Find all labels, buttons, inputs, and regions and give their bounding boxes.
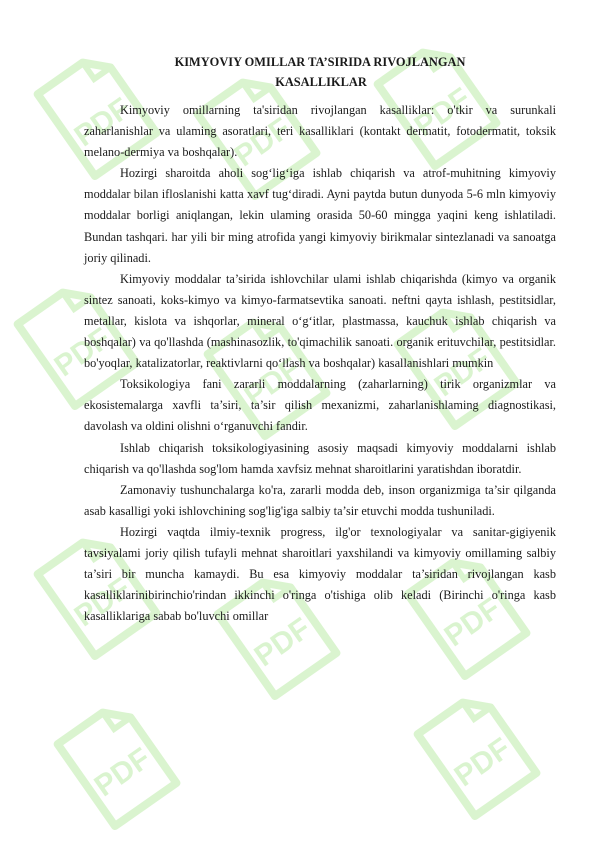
watermark-logo [40,690,190,840]
paragraph: Hozirgi vaqtda ilmiy-texnik progress, ilg'or texnologiyalar va sanitar-gigiyenik tavsiyalami joriy qilish tufayli mehnat sharoitlari yaxshilandi va kimyoviy omillaming salbiy ta’siri bir muncha kamaydi. Bu esa kimyoviy moddalar ta’siridan rivojlangan kasb kasalliklarinibirinchio'rindan ikkinchi o'ringa o'tishiga olib keladi (Birinchi o'ringa kasb kasalliklariga sabab bo'luvchi omillar [84,524,556,624]
title-line-2: KASALLIKLAR [275,75,367,89]
paragraph: Zamonaviy tushunchalarga ko'ra, zararli modda deb, inson organizmiga ta’sir qilganda asab kasalligi yoki ishlovchining sog'lig'iga salbiy ta’sir etuvchi modda tushuniladi. [84,482,556,518]
document-page [84,52,556,627]
paragraph: Toksikologiya fani zararli moddalarning (zaharlarning) tirik organizmlar va ekosistemalarga xavfli ta’siri, ta’sir qilish mexanizmi, zaharlanishlaming diagnostikasi, davolash va oldini olishni o‘rganuvchi fandir. [84,377,556,434]
paragraph: Kimyoviy omillarning ta'siridan rivojlangan kasalliklar: o'tkir va surunkali zaharlanishlar va ulaming asoratlari, teri kasalliklari (kontakt dermatit, fotodermatit, toksik melano-dermiya va boshqalar). [84,103,556,160]
svg-text:PDF: PDF [238,351,307,414]
svg-text:PDF: PDF [248,611,317,674]
paragraph: Kimyoviy moddalar ta’sirida ishlovchilar ulami ishlab chiqarishda (kimyo va organik sintez sanoati, koks-kimyo va kimyo-farmatsevtika sanoati. neftni qayta ishlash, pestitsidlar, metallar, kislota va ishqorlar, mineral o‘g‘itlar, plastmassa, kauchuk ishlab chiqarish va boshqalar) va qo'llashda (mashinasozlik, to'qimachilik sanoati. organik erituvchilar, pestitsidlar. bo'yoqlar, katalizatorlar, reaktivlarni qo‘llash va boshqalar) kasallanishlari mumkin [84,271,556,371]
svg-text:PDF: PDF [68,91,137,154]
svg-text:PDF: PDF [448,731,517,794]
paragraph: Ishlab chiqarish toksikologiyasining asosiy maqsadi kimyoviy moddalarni ishlab chiqarish va qo'llashda sog'lom hamda xavfsiz mehnat sharoitlarini yaratishdan iboratdir. [84,440,556,476]
watermark-logo [400,680,550,830]
document-title [84,52,556,92]
svg-text:PDF: PDF [408,81,477,144]
svg-text:PDF: PDF [438,591,507,654]
paragraph: Hozirgi sharoitda aholi sog‘lig‘iga ishlab chiqarish va atrof-muhitning kimyoviy moddalar bilan ifloslanishi katta xavf tug‘diradi. Ayni paytda butun dunyoda 5-6 mln kimyoviy moddalar borligi aniqlangan, lekin ulaming orasida 50-60 mingga yaqini keng ishlatiladi. Bundan tashqari. har yili bir ming atrofida yangi kimyoviy birikmalar sintezlanadi va sanoatga joriy qilinadi. [84,166,556,265]
svg-text:PDF: PDF [88,741,157,804]
svg-text:PDF: PDF [68,571,137,634]
title-line-1: KIMYOVIY OMILLAR TA’SIRIDA RIVOJLANGAN [174,55,466,69]
svg-text:PDF: PDF [48,321,117,384]
svg-text:PDF: PDF [228,111,297,174]
svg-text:PDF: PDF [428,341,497,404]
